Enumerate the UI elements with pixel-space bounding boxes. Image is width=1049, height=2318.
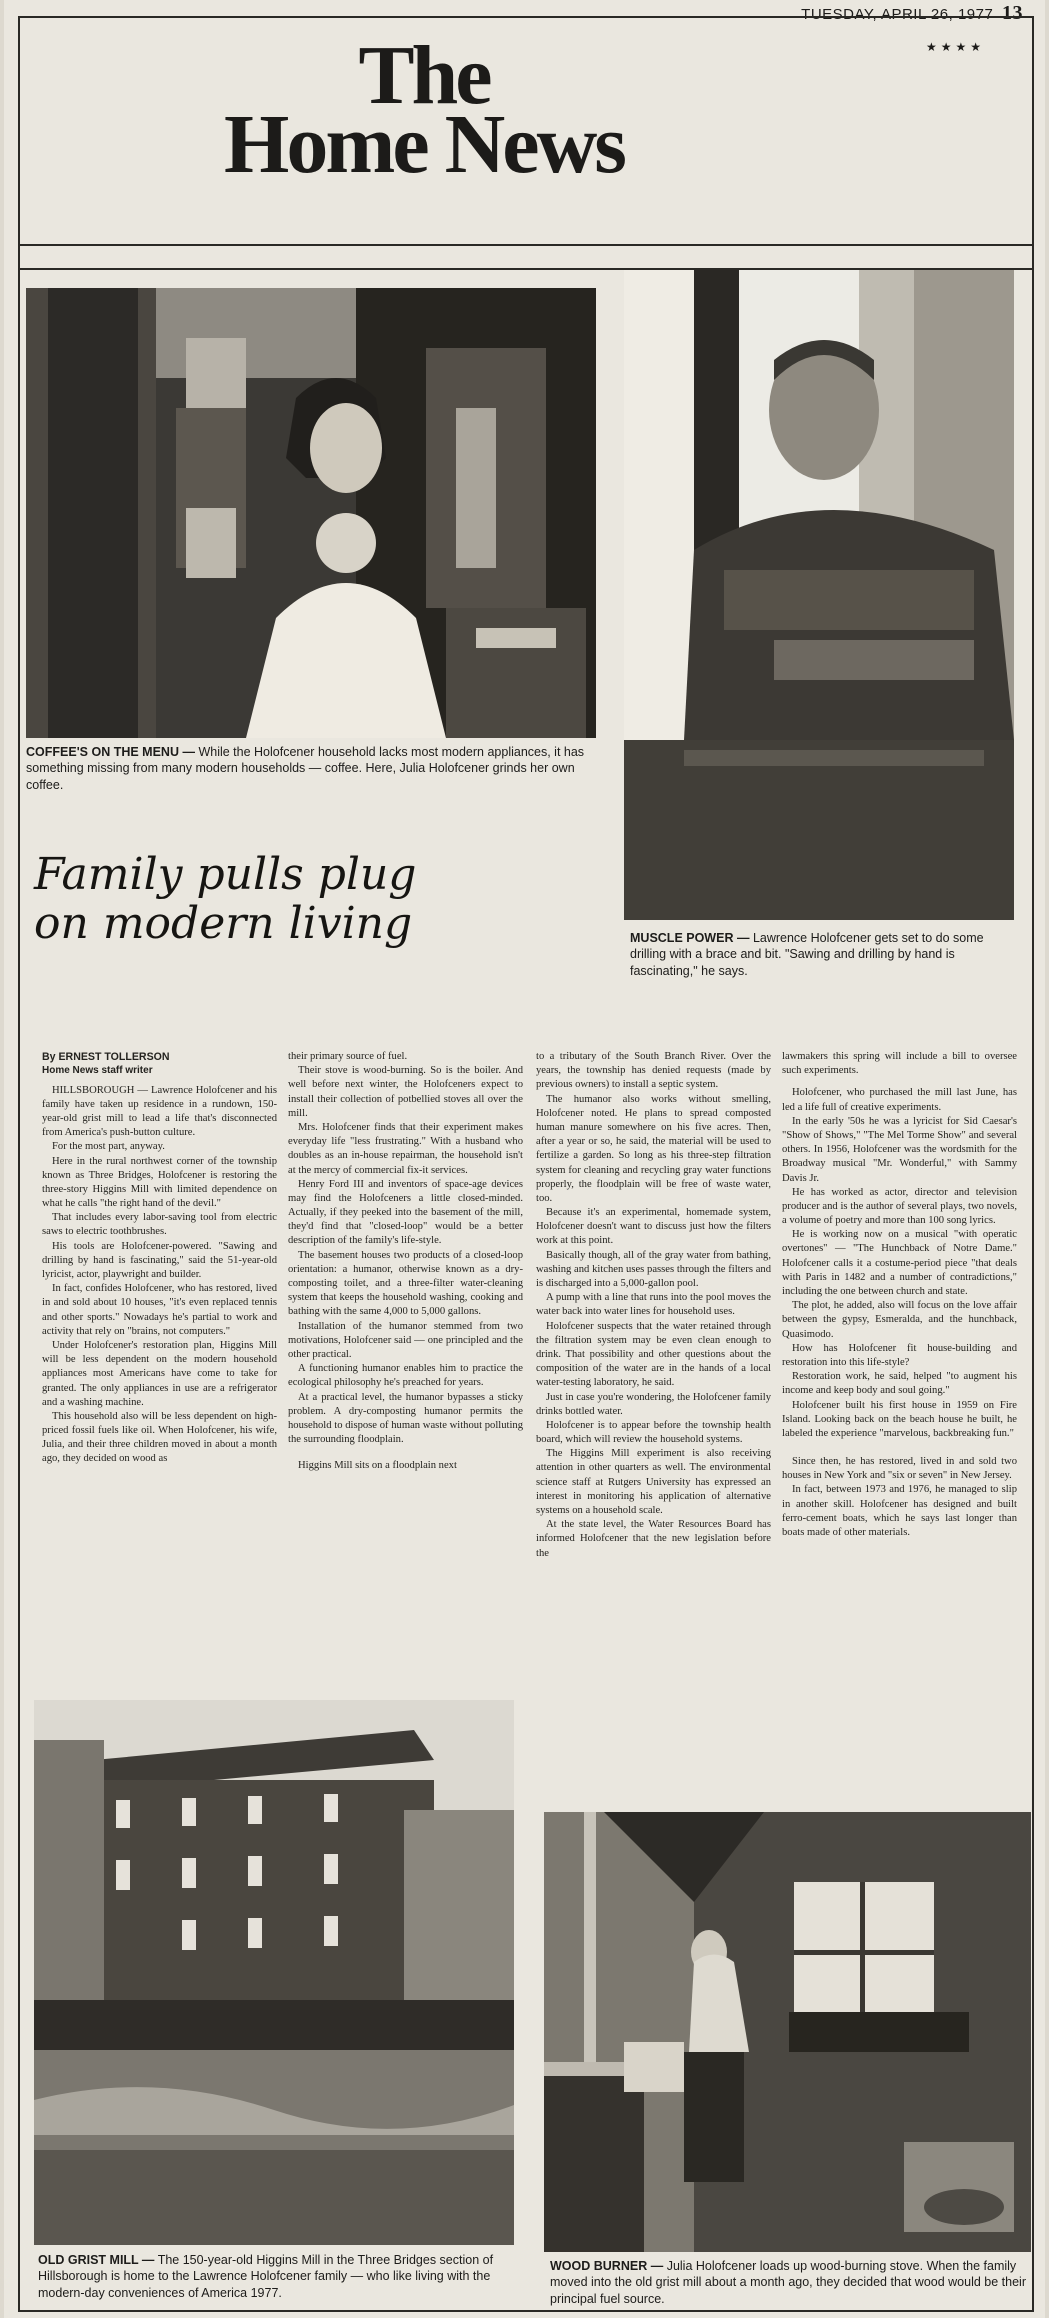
muscle-photo xyxy=(624,270,1014,920)
masthead-the: The xyxy=(358,29,490,122)
paragraph: He is working now on a musical "with operatic overtones" — "The Hunchback of Notre Dame." Holofcener calls it a costume-period piece "that deals with Paris in 1482 and a number of contradictions," including the one between church and state. xyxy=(782,1229,1017,1297)
grist-mill-caption-text: The 150-year-old Higgins Mill in the Three Bridges section of Hillsborough is home to the Lawrence Holofcener family — who like living with the modern-day conveniences of America 1977. xyxy=(38,2253,494,2300)
muscle-caption xyxy=(630,930,1015,979)
paragraph: Under Holofcener's restoration plan, Higgins Mill will be less dependent on the modern household appliances most Americans have come to take for granted. The only appliances in use are a refrigerator and a washing machine. xyxy=(42,1339,277,1408)
byline: By ERNEST TOLLERSON xyxy=(42,1051,170,1063)
paragraph: Here in the rural northwest corner of the township known as Three Bridges, Holofcener is restoring the three-story Higgins Mill with limited dependence on what he calls "the right hand of the devil." xyxy=(42,1155,277,1210)
paragraph: The plot, he added, also will focus on the love affair between the gypsy, Esmeralda, and the hunchback, Quasimodo. xyxy=(782,1300,1017,1340)
paragraph: Holofcener built his first house in 1959 on Fire Island. Looking back on the beach house he built, he labeled the experience "marvelous, backbreaking fun." xyxy=(782,1399,1017,1439)
coffee-caption-lead: COFFEE'S ON THE MENU — xyxy=(26,745,195,759)
headline-line-2: on modern living xyxy=(34,898,413,950)
paragraph: He has worked as actor, director and television producer and is the author of several plays, two novels, a volume of poetry and more than 100 song lyrics. xyxy=(782,1186,1017,1227)
paragraph: Since then, he has restored, lived in and sold two houses in New York and "six or seven" in New Jersey. xyxy=(782,1456,1017,1482)
edition-stars: ★★★★ xyxy=(925,40,985,54)
muscle-caption-lead: MUSCLE POWER — xyxy=(630,931,750,945)
paragraph: For the most part, anyway. xyxy=(52,1141,165,1153)
byline-title: Home News staff writer xyxy=(42,1065,153,1077)
wood-burner-caption-lead: WOOD BURNER — xyxy=(550,2259,664,2273)
muscle-caption-text: Lawrence Holofcener gets set to do some drilling with a brace and bit. "Sawing and drilling by hand is fascinating," he says. xyxy=(630,931,984,978)
paragraph: His tools are Holofcener-powered. "Sawing and drilling by hand is fascinating," said the 51-year-old lyricist, actor, playwright and builder. xyxy=(42,1240,277,1281)
article-column-2 xyxy=(288,1050,523,1473)
masthead xyxy=(214,29,634,191)
paragraph: A functioning humanor enables him to practice the ecological philosophy he's preached for years. xyxy=(288,1363,523,1389)
paragraph: In fact, between 1973 and 1976, he managed to slip in another skill. Holofcener has designed and built ferro-cement boats, which he says last longer than boats made of other materials. xyxy=(782,1484,1017,1538)
grist-mill-caption xyxy=(38,2252,528,2301)
paragraph: That includes every labor-saving tool from electric saws to electric toothbrushes. xyxy=(42,1212,277,1238)
coffee-caption-text: While the Holofcener household lacks most modern appliances, it has something missing from many modern households — coffee. Here, Julia Holofcener grinds her own coffee. xyxy=(26,745,585,792)
paragraph: How has Holofcener fit house-building and restoration into this life-style? xyxy=(782,1342,1017,1368)
paragraph: their primary source of fuel. xyxy=(288,1051,408,1062)
paragraph: The Higgins Mill experiment is also receiving attention in other quarters as well. The environmental science staff at Rutgers University has expressed an interest in monitoring his application of alternative systems on a household scale. xyxy=(536,1448,771,1516)
article-column-4 xyxy=(782,1050,1017,1540)
paragraph: Installation of the humanor stemmed from two motivations, Holofcener said — one principled and the other practical. xyxy=(288,1320,523,1360)
paragraph: Just in case you're wondering, the Holofcener family drinks bottled water. xyxy=(536,1391,771,1417)
page-number: 13 xyxy=(1002,2,1023,24)
grist-mill-photo xyxy=(34,1700,514,2245)
wood-burner-caption-text: Julia Holofcener loads up wood-burning stove. When the family moved into the old grist mill about a month ago, they decided that wood would be their principal fuel source. xyxy=(550,2259,1026,2306)
paragraph: to a tributary of the South Branch River. Over the years, the township has denied requests (made by previous owners) to install a septic system. xyxy=(536,1051,771,1091)
article-column-1 xyxy=(42,1050,277,1467)
paragraph: This household also will be less dependent on high-priced fossil fuels like oil. When Holofcener, his wife, Julia, and their three children moved in about a month ago, they decided on wood as xyxy=(42,1410,277,1465)
paragraph: Basically though, all of the gray water from bathing, washing and kitchen uses passes through the filters and is discharged into a 5,000-gallon pool. xyxy=(536,1249,771,1289)
article-headline xyxy=(34,850,534,949)
paragraph: Mrs. Holofcener finds that their experiment makes everyday life "less frustrating." With a husband who doubles as an in-house repairman, the household isn't at the mercy of commercial fix-it services. xyxy=(288,1121,523,1176)
paragraph: Higgins Mill sits on a floodplain next xyxy=(298,1460,457,1472)
paragraph: Holofcener, who purchased the mill last June, has led a life full of creative experiments. xyxy=(782,1087,1017,1113)
masthead-home-news: Home News xyxy=(224,97,624,191)
paragraph: The basement houses two products of a closed-loop orientation: a humanor, otherwise known as a dry-composting toilet, and a three-filter water-cleaning system that keeps the household washing, cooking and bathing with the same 4,000 to 5,000 gallons. xyxy=(288,1249,523,1318)
wood-burner-photo xyxy=(544,1812,1031,2252)
paragraph: Their stove is wood-burning. So is the boiler. And well before next winter, the Holofceners expect to install their collection of potbellied stoves all over the mill. xyxy=(288,1065,523,1119)
paragraph: Holofcener is to appear before the township health board, which will review the household systems. xyxy=(536,1419,771,1446)
newspaper-page xyxy=(4,0,1045,2318)
coffee-caption xyxy=(26,744,606,793)
paragraph: A pump with a line that runs into the pool moves the water back into water lines for household uses. xyxy=(536,1292,771,1318)
paragraph: Because it's an experimental, homemade system, Holofcener doesn't want to discuss just how the filters work at this point. xyxy=(536,1207,771,1247)
paragraph: The humanor also works without smelling, Holofcener noted. He plans to spread composted human manure somewhere on his five acres. Then, after a year or so, he said, the material will be used to fertilize a garden. So long as his three-step filtration system for cleaning and recycling gray water functions properly, the floodplain will be free of waste water, too. xyxy=(536,1093,771,1204)
paragraph: In fact, confides Holofcener, who has restored, lived in and sold about 10 houses, "it's even replaced tennis and other sports." Nowadays he's partial to work and activity that rely on "brains, not computers." xyxy=(42,1283,277,1337)
headline-line-1: Family pulls plug xyxy=(34,849,417,900)
paragraph: Henry Ford III and inventors of space-age devices may find the Holofceners a little closed-minded. Actually, if they peeked into the basement of the mill, they'd find that "closed-loop" would be a better description of the family's life-style. xyxy=(288,1178,523,1247)
paragraph: At a practical level, the humanor bypasses a sticky problem. A dry-composting humanor permits the household to dispose of human waste without polluting the surrounding floodplain. xyxy=(288,1391,523,1446)
masthead-rule-top xyxy=(18,244,1034,246)
paragraph: In the early '50s he was a lyricist for Sid Caesar's "Show of Shows," "The Mel Torme Show" and several others. In 1956, Holofcener was the wordsmith for the Broadway musical "Mr. Wonderful," with Sammy Davis Jr. xyxy=(782,1115,1017,1184)
paragraph: Holofcener suspects that the water retained through the filtration system may be even clean enough to drink. That possibility and other questions about the composition of the water are in the hands of a local water-testing laboratory, he said. xyxy=(536,1320,771,1389)
paragraph: At the state level, the Water Resources Board has informed Holofcener that the new legislation before the xyxy=(536,1519,771,1559)
grist-mill-caption-lead: OLD GRIST MILL — xyxy=(38,2253,155,2267)
wood-burner-caption xyxy=(550,2258,1030,2307)
article-column-3 xyxy=(536,1050,771,1561)
paragraph: lawmakers this spring will include a bill to oversee such experiments. xyxy=(782,1051,1017,1077)
coffee-photo xyxy=(26,288,596,738)
paragraph: HILLSBOROUGH — Lawrence Holofcener and his family have taken up residence in a rundown, 150-year-old grist mill to lead a life that's disconnected from America's push-button culture. xyxy=(42,1084,277,1139)
date-text: TUESDAY, APRIL 26, 1977 xyxy=(801,6,994,23)
paragraph: Restoration work, he said, helped "to augment his income and keep body and soul going." xyxy=(782,1371,1017,1397)
